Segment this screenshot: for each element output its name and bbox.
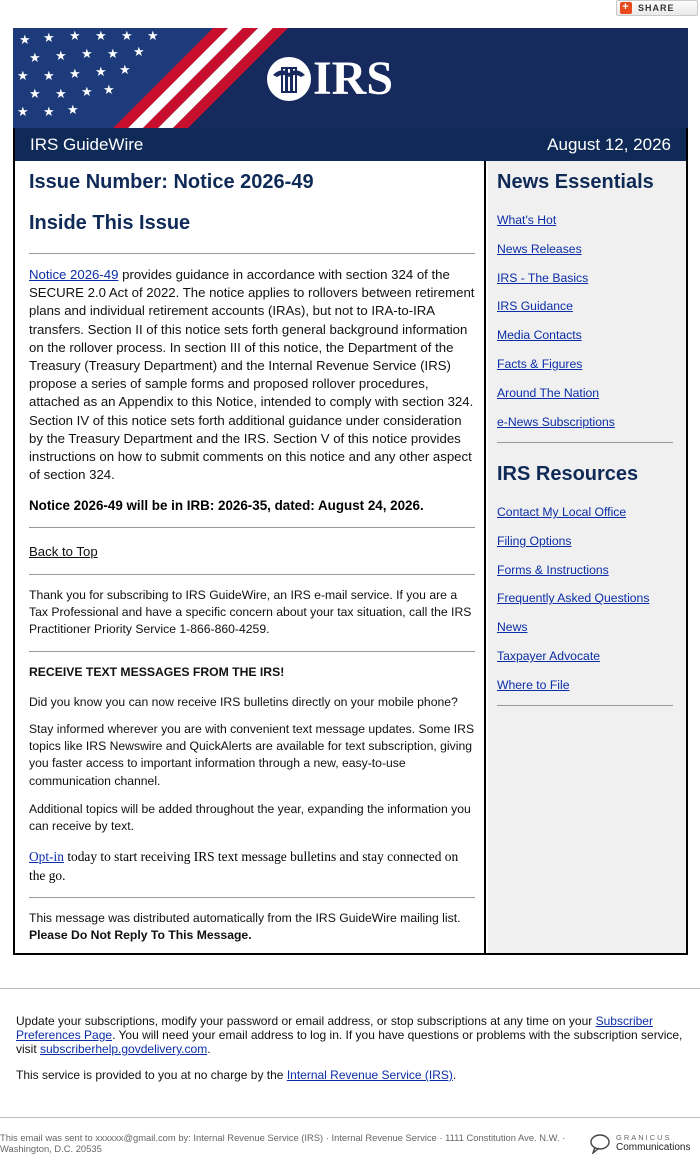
sidebar-link-taxpayer-advocate[interactable]: Taxpayer Advocate xyxy=(497,648,600,663)
content-frame xyxy=(13,161,688,955)
subscription-text-3: . xyxy=(207,1042,211,1056)
svg-text:★: ★ xyxy=(133,45,145,60)
sidebar-item-forms-instructions xyxy=(497,563,649,592)
sidebar-link-facts-figures[interactable]: Facts & Figures xyxy=(497,356,583,371)
svg-text:★: ★ xyxy=(29,51,41,66)
share-label: SHARE xyxy=(638,3,675,13)
irs-link[interactable]: Internal Revenue Service (IRS) xyxy=(286,1068,453,1082)
subscription-text: Update your subscriptions, modify your password or email address, or stop subscriptions at any time on your xyxy=(16,1014,596,1028)
news-essentials-list xyxy=(497,213,615,443)
sidebar-item-news-releases xyxy=(497,242,615,271)
legal-divider xyxy=(0,1117,700,1118)
svg-text:★: ★ xyxy=(17,69,29,84)
svg-text:★: ★ xyxy=(103,83,115,98)
sidebar-item-enews-subscriptions xyxy=(497,415,615,444)
svg-text:★: ★ xyxy=(81,47,93,62)
share-button[interactable] xyxy=(616,0,698,16)
granicus-communications: Communications xyxy=(616,1142,691,1153)
sidebar-item-contact-office xyxy=(497,505,649,534)
sidebar-item-irs-guidance xyxy=(497,299,615,328)
granicus-brand: GRANICUS xyxy=(616,1133,672,1142)
optin-link[interactable]: Opt-in xyxy=(29,849,64,864)
divider xyxy=(29,574,475,575)
svg-text:★: ★ xyxy=(81,85,93,100)
svg-text:★: ★ xyxy=(67,103,79,118)
main-column xyxy=(15,161,486,953)
svg-text:★: ★ xyxy=(107,47,119,62)
back-to-top-link[interactable]: Back to Top xyxy=(29,544,98,559)
sidebar-item-whats-hot xyxy=(497,213,615,242)
divider xyxy=(29,651,475,652)
sidebar-link-around-nation[interactable]: Around The Nation xyxy=(497,385,600,400)
sidebar-item-taxpayer-advocate xyxy=(497,649,649,678)
sidebar-link-irs-guidance[interactable]: IRS Guidance xyxy=(497,299,573,314)
divider xyxy=(29,527,475,528)
svg-text:★: ★ xyxy=(69,67,81,82)
sidebar-link-news[interactable]: News xyxy=(497,620,528,635)
svg-text:★: ★ xyxy=(55,87,67,102)
eagle-seal-icon xyxy=(267,57,311,101)
thanks-paragraph: Thank you for subscribing to IRS GuideWire, an IRS e-mail service. If you are a Tax Professional and have a specific concern about your tax situation, call the IRS Practitioner Priority Service 1-866-860-4259. xyxy=(29,588,472,637)
guidewire-bar xyxy=(13,128,688,161)
sidebar-item-around-nation xyxy=(497,386,615,415)
sidebar-link-forms-instructions[interactable]: Forms & Instructions xyxy=(497,562,609,577)
irs-logo xyxy=(267,52,394,105)
sidebar-link-filing-options[interactable]: Filing Options xyxy=(497,533,572,548)
sidebar-item-faq xyxy=(497,591,649,620)
text-paragraph-1: Did you know you can now receive IRS bulletins directly on your mobile phone? xyxy=(29,695,458,709)
sidebar-link-news-releases[interactable]: News Releases xyxy=(497,241,582,256)
sidebar-link-contact-office[interactable]: Contact My Local Office xyxy=(497,505,627,519)
divider xyxy=(29,253,475,254)
svg-text:★: ★ xyxy=(95,65,107,80)
sidebar-item-where-to-file xyxy=(497,678,649,707)
subscriberhelp-link[interactable]: subscriberhelp.govdelivery.com xyxy=(40,1042,208,1056)
sidebar-item-irs-basics xyxy=(497,271,615,300)
text-paragraph-2: Stay informed wherever you are with convenient text message updates. Some IRS topics like IRS Newswire and QuickAlerts are available for text subscription, giving you faster access to important information through a new, easy-to-use communication channel. xyxy=(29,722,475,788)
news-essentials-heading: News Essentials xyxy=(497,171,654,193)
svg-text:★: ★ xyxy=(147,29,159,44)
sidebar-link-where-to-file[interactable]: Where to File xyxy=(497,677,570,692)
svg-text:★: ★ xyxy=(29,87,41,102)
irb-line: Notice 2026-49 will be in IRB: 2026-35, dated: August 24, 2026. xyxy=(29,498,424,513)
service-text-2: . xyxy=(452,1068,457,1082)
optin-text: today to start receiving IRS text message bulletins and stay connected on the go. xyxy=(29,849,459,883)
optin-paragraph xyxy=(29,847,477,885)
irs-resources-heading: IRS Resources xyxy=(497,463,639,485)
svg-text:★: ★ xyxy=(17,105,29,120)
issue-number-heading: Issue Number: Notice 2026-49 xyxy=(29,171,314,193)
notice-body-text: provides guidance in accordance with section 324 of the SECURE 2.0 Act of 2022. The notice applies to rollovers between retirement plans and individual retirement accounts (IRAs), but not to IRA-to-IRA transfers. Section II of this notice sets forth general background information on the rollover process. In section III of this notice, the Department of the Treasury (Treasury Department) and the Internal Revenue Service (IRS) propose a series of sample forms and proposed rollover procedures, attached as an Appendix to this Notice, intended to comply with section 324. Section IV of this notice sets forth additional guidance under consideration by the Treasury Department and the IRS. Section V of this notice provides instructions on how to submit comments on this notice and any other aspect of section 324. xyxy=(29,267,475,483)
irs-logo-text: IRS xyxy=(313,52,394,105)
granicus-text xyxy=(616,1133,690,1153)
sidebar-divider xyxy=(497,705,673,706)
auto-message: This message was distributed automatically from the IRS GuideWire mailing list. xyxy=(29,911,461,925)
share-plus-icon: + xyxy=(620,2,632,14)
svg-text:★: ★ xyxy=(69,29,81,44)
sidebar-item-facts-figures xyxy=(497,357,615,386)
service-info xyxy=(16,1068,688,1082)
footer-divider xyxy=(0,988,700,989)
sidebar-divider xyxy=(497,442,673,443)
granicus-logo[interactable] xyxy=(590,1133,690,1153)
notice-link[interactable]: Notice 2026-49 xyxy=(29,267,119,282)
newsletter-title: IRS GuideWire xyxy=(30,134,144,154)
svg-text:★: ★ xyxy=(95,29,107,44)
sidebar-link-enews-subscriptions[interactable]: e-News Subscriptions xyxy=(497,414,615,429)
svg-text:★: ★ xyxy=(43,69,55,84)
sidebar-link-irs-basics[interactable]: IRS - The Basics xyxy=(497,270,589,285)
text-messages-heading: RECEIVE TEXT MESSAGES FROM THE IRS! xyxy=(29,665,285,679)
sidebar-link-whats-hot[interactable]: What's Hot xyxy=(497,213,557,227)
sidebar xyxy=(488,161,686,953)
svg-text:★: ★ xyxy=(19,33,31,48)
sidebar-item-media-contacts xyxy=(497,328,615,357)
newsletter-date: August 12, 2026 xyxy=(547,134,671,154)
inside-issue-heading: Inside This Issue xyxy=(29,212,191,234)
svg-text:★: ★ xyxy=(55,49,67,64)
subscriber-preferences-link[interactable]: Subscriber Preferences Page xyxy=(16,1014,653,1042)
sidebar-item-news xyxy=(497,620,649,649)
subscription-info xyxy=(16,1014,688,1056)
svg-text:★: ★ xyxy=(43,105,55,120)
svg-text:★: ★ xyxy=(119,63,131,78)
subscription-text-2: . You will need your email address to log in. If you have questions or problems with the subscription service, visit xyxy=(16,1028,683,1056)
svg-text:★: ★ xyxy=(43,31,55,46)
divider xyxy=(29,897,475,898)
speech-bubble-icon xyxy=(590,1134,612,1152)
text-paragraph-3: Additional topics will be added throughout the year, expanding the information you can receive by text. xyxy=(29,802,471,834)
service-text: This service is provided to you at no charge by the xyxy=(16,1068,287,1082)
sidebar-link-faq[interactable]: Frequently Asked Questions xyxy=(497,591,650,606)
irs-resources-list xyxy=(497,505,649,707)
notice-paragraph xyxy=(29,266,477,484)
legal-notice: This email was sent to xxxxxx@gmail.com by: Internal Revenue Service (IRS) · Internal Revenue Service · 1111 Constitution Ave. N.W. · Washington, D.C. 20535 xyxy=(0,1132,566,1154)
header-banner xyxy=(13,28,688,128)
svg-text:★: ★ xyxy=(121,29,133,44)
sidebar-link-media-contacts[interactable]: Media Contacts xyxy=(497,328,582,343)
sidebar-item-filing-options xyxy=(497,534,649,563)
no-reply-notice: Please Do Not Reply To This Message. xyxy=(29,928,252,942)
